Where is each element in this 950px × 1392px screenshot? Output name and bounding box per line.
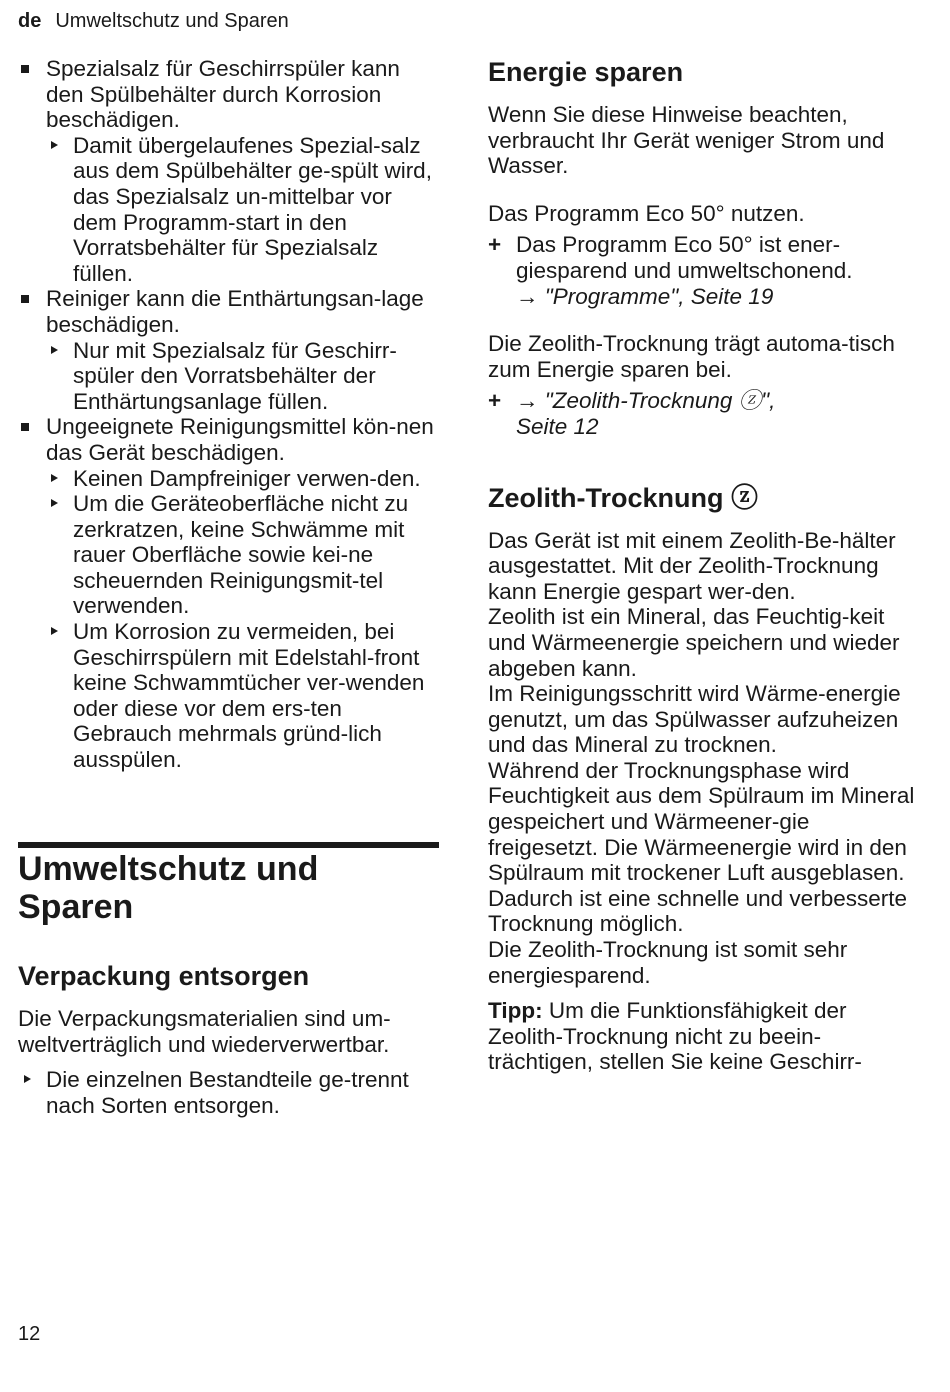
- benefit-text: Das Programm Eco 50° ist ener-giesparend und umweltschonend.: [516, 232, 853, 283]
- energy-benefit: [488, 388, 918, 439]
- zeolith-paragraph: Die Zeolith-Trocknung ist somit sehr energiesparend.: [488, 937, 848, 988]
- packaging-action: Die einzelnen Bestandteile ge-trennt nach Sorten entsorgen.: [18, 1067, 440, 1118]
- tip-label: Tipp:: [488, 998, 543, 1024]
- zeolith-paragraph: Zeolith ist ein Mineral, das Feuchtig-keit und Wärmeenergie speichern und wieder abgeben kann.: [488, 604, 900, 681]
- reference-link[interactable]: "Zeolith-Trocknung ⓩ",: [544, 388, 776, 414]
- page-number: 12: [18, 1323, 41, 1345]
- action-item: Um die Geräteoberfläche nicht zu zerkratzen, keine Schwämme mit rauer Oberfläche sowie kei-ne scheuernden Reinigungsmit-tel verwenden.: [18, 491, 440, 619]
- plus-icon: +: [488, 232, 502, 258]
- zeolith-paragraph: Im Reinigungsschritt wird Wärme-energie genutzt, um das Spülwasser aufzuheizen und das Mineral zu trocknen.: [488, 681, 901, 758]
- header-title: Umweltschutz und Sparen: [55, 10, 289, 32]
- action-item: Um Korrosion zu vermeiden, bei Geschirrspülern mit Edelstahl-front keine Schwammtücher ver-wenden oder diese vor dem ers-ten Gebrauch mehrmals gründ-lich ausspülen.: [18, 619, 440, 773]
- action-item: Keinen Dampfreiniger verwen-den.: [18, 466, 440, 492]
- packaging-heading: Verpackung entsorgen: [18, 961, 310, 991]
- packaging-text: Die Verpackungsmaterialien sind um-weltverträglich und wiederverwertbar.: [18, 1006, 391, 1057]
- energy-benefit: [488, 232, 918, 309]
- language-code: de: [18, 10, 42, 32]
- chapter-divider: [18, 842, 439, 848]
- warning-item: Reiniger kann die Enthärtungsan-lage beschädigen.: [18, 286, 440, 337]
- packaging-section: [18, 960, 440, 1118]
- cross-reference: [516, 388, 918, 414]
- tip-text: Um die Funktionsfähigkeit der Zeolith-Trocknung nicht zu beein-trächtigen, stellen Sie keine Geschirr-: [488, 998, 862, 1075]
- action-item: Damit übergelaufenes Spezial-salz aus dem Spülbehälter ge-spült wird, das Spezialsalz un-mittelbar vor dem Programm-start in den Vorratsbehälter für Spezialsalz füllen.: [18, 133, 440, 287]
- energy-tip: Das Programm Eco 50° nutzen.: [488, 200, 805, 226]
- energy-intro: Wenn Sie diese Hinweise beachten, verbraucht Ihr Gerät weniger Strom und Wasser.: [488, 102, 885, 179]
- warning-item: Spezialsalz für Geschirrspüler kann den Spülbehälter durch Korrosion beschädigen.: [18, 56, 440, 133]
- reference-link[interactable]: "Programme", Seite 19: [544, 283, 774, 309]
- action-item: Nur mit Spezialsalz für Geschirr-spüler den Vorratsbehälter der Enthärtungsanlage füllen.: [18, 338, 440, 415]
- energy-heading: Energie sparen: [488, 57, 684, 87]
- energy-tip: Die Zeolith-Trocknung trägt automa-tisch zum Energie sparen bei.: [488, 331, 895, 382]
- arrow-icon: →: [516, 388, 539, 414]
- zeolith-paragraph: Während der Trocknungsphase wird Feuchtigkeit aus dem Spülraum im Mineral gespeichert und Wärmeener-gie freigesetzt. Die Wärmeenergie wird in den Spülraum mit trockener Luft ausgeblasen. Dadurch ist eine schnelle und verbesserte Trocknung möglich.: [488, 757, 915, 937]
- warning-item: Ungeeignete Reinigungsmittel kön-nen das Gerät beschädigen.: [18, 414, 440, 465]
- tip-paragraph: [488, 998, 918, 1075]
- right-column: [488, 56, 918, 1075]
- zeolith-heading: Zeolith-Trocknung ⓩ: [488, 482, 758, 513]
- cross-reference: [516, 284, 918, 310]
- chapter-title: Umweltschutz und Sparen: [18, 850, 319, 926]
- reference-page[interactable]: Seite 12: [516, 413, 599, 439]
- zeolith-paragraph: Das Gerät ist mit einem Zeolith-Be-hälter ausgestattet. Mit der Zeolith-Trocknung kann Energie gespart wer-den.: [488, 527, 896, 604]
- arrow-icon: →: [516, 283, 539, 309]
- running-header: [18, 8, 289, 34]
- left-column: [18, 56, 440, 773]
- plus-icon: +: [488, 388, 502, 414]
